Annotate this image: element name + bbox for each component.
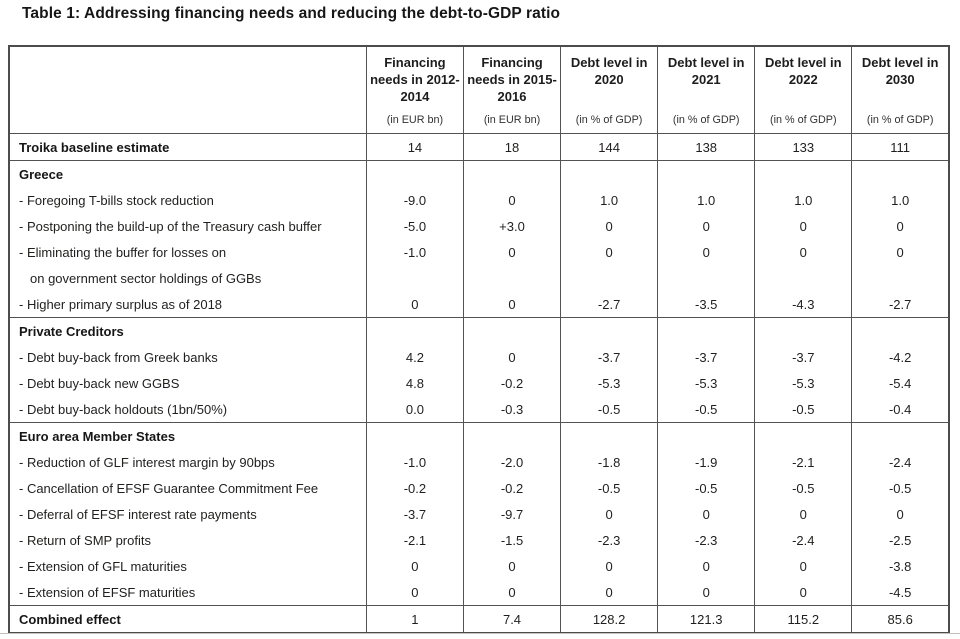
- cell-value: -2.0: [463, 449, 560, 475]
- row-label: - Reduction of GLF interest margin by 90bps: [19, 454, 275, 470]
- cell-value: -5.4: [852, 370, 949, 396]
- cell-value: 144: [561, 134, 658, 161]
- cell-value: [755, 161, 852, 188]
- cell-value: -3.7: [366, 501, 463, 527]
- cell-value: 121.3: [658, 606, 755, 634]
- column-header-label: Financing needs in 2015-2016: [467, 55, 557, 105]
- table-row-item: [9, 187, 949, 213]
- column-header: [366, 46, 463, 134]
- cell-value: 0: [658, 501, 755, 527]
- cell-value: -3.7: [658, 344, 755, 370]
- cell-value: 14: [366, 134, 463, 161]
- cell-value: 0: [561, 553, 658, 579]
- cell-value: -4.3: [755, 291, 852, 318]
- cell-value: +3.0: [463, 213, 560, 239]
- cell-value: 0: [852, 213, 949, 239]
- table-header: [9, 46, 949, 134]
- table-row-continuation: [9, 265, 949, 291]
- column-header-label: Debt level in 2030: [861, 55, 939, 88]
- row-label: - Debt buy-back from Greek banks: [19, 349, 218, 365]
- cell-value: 1.0: [561, 187, 658, 213]
- cell-value: 115.2: [755, 606, 852, 634]
- corner-cell: [9, 46, 366, 134]
- column-header: [852, 46, 949, 134]
- cell-value: -0.2: [366, 475, 463, 501]
- cell-value: 0: [561, 239, 658, 265]
- cell-value: -0.5: [658, 475, 755, 501]
- table-row-section: [9, 161, 949, 188]
- row-label: Troika baseline estimate: [19, 139, 170, 155]
- table-row-item: [9, 213, 949, 239]
- cell-value: -3.7: [755, 344, 852, 370]
- cell-value: -2.7: [852, 291, 949, 318]
- cell-value: -5.3: [658, 370, 755, 396]
- cell-value: 0: [463, 187, 560, 213]
- cell-value: 0: [463, 553, 560, 579]
- cell-value: 0: [755, 501, 852, 527]
- cell-value: -5.3: [755, 370, 852, 396]
- financing-debt-table: [8, 45, 950, 634]
- cell-value: 0: [366, 579, 463, 606]
- cell-value: -1.0: [366, 449, 463, 475]
- column-header-label: Debt level in 2021: [667, 55, 745, 88]
- cell-value: [561, 318, 658, 345]
- cell-value: [561, 161, 658, 188]
- column-header-unit: (in % of GDP): [672, 114, 740, 126]
- cell-value: 0: [755, 213, 852, 239]
- column-header: [463, 46, 560, 134]
- cell-value: -4.5: [852, 579, 949, 606]
- table-row-item: [9, 553, 949, 579]
- cell-value: [366, 161, 463, 188]
- column-header-unit: (in EUR bn): [386, 114, 444, 126]
- row-label: Combined effect: [9, 606, 366, 634]
- cell-value: -3.7: [561, 344, 658, 370]
- cell-value: 4.2: [366, 344, 463, 370]
- column-header: [658, 46, 755, 134]
- cell-value: -2.3: [658, 527, 755, 553]
- row-label: - Deferral of EFSF interest rate payments: [19, 506, 257, 522]
- row-label: Greece: [9, 161, 366, 188]
- cell-value: 0: [658, 239, 755, 265]
- cell-value: [463, 318, 560, 345]
- cell-value: -0.2: [463, 475, 560, 501]
- cell-value: 0: [658, 579, 755, 606]
- cell-value: 0: [463, 239, 560, 265]
- cell-value: -0.2: [463, 370, 560, 396]
- column-header-label: Debt level in 2022: [765, 55, 842, 88]
- cell-value: [366, 318, 463, 345]
- cell-value: 0: [755, 579, 852, 606]
- row-label: - Extension of EFSF maturities: [19, 584, 196, 600]
- table-row-item: [9, 475, 949, 501]
- table-row-item: [9, 449, 949, 475]
- cell-value: [658, 318, 755, 345]
- cell-value: -0.5: [755, 475, 852, 501]
- cell-value: 1.0: [658, 187, 755, 213]
- table-body: [9, 134, 949, 634]
- column-header-unit: (in % of GDP): [575, 114, 643, 126]
- cell-value: 0: [561, 501, 658, 527]
- cell-value: -1.9: [658, 449, 755, 475]
- row-label: - Postponing the build-up of the Treasury cash buffer: [19, 218, 322, 234]
- cell-value: [658, 161, 755, 188]
- cell-value: -0.5: [852, 475, 949, 501]
- cell-value: -3.5: [658, 291, 755, 318]
- cell-value: [755, 265, 852, 291]
- cell-value: -1.0: [366, 239, 463, 265]
- cell-value: [463, 161, 560, 188]
- cell-value: [561, 423, 658, 450]
- cell-value: -0.5: [658, 396, 755, 423]
- cell-value: [658, 265, 755, 291]
- cell-value: 0: [658, 213, 755, 239]
- row-label: Euro area Member States: [9, 423, 366, 450]
- cell-value: 4.8: [366, 370, 463, 396]
- cell-value: -2.5: [852, 527, 949, 553]
- table-title: Table 1: Addressing financing needs and reducing the debt-to-GDP ratio: [22, 5, 561, 22]
- cell-value: [561, 265, 658, 291]
- cell-value: [755, 318, 852, 345]
- row-label: - Return of SMP profits: [19, 532, 151, 548]
- table-row-section: [9, 318, 949, 345]
- cell-value: 0: [366, 291, 463, 318]
- cell-value: 0: [852, 501, 949, 527]
- row-label: - Higher primary surplus as of 2018: [19, 296, 223, 312]
- cell-value: 0: [561, 579, 658, 606]
- cell-value: 0: [366, 553, 463, 579]
- column-header: [755, 46, 852, 134]
- cell-value: -0.5: [561, 396, 658, 423]
- table-row-combined: [9, 606, 949, 634]
- table-row-item: [9, 501, 949, 527]
- scan-artifact-line: [0, 633, 960, 634]
- table-row-item: [9, 370, 949, 396]
- cell-value: 128.2: [561, 606, 658, 634]
- cell-value: -1.8: [561, 449, 658, 475]
- cell-value: 1: [366, 606, 463, 634]
- cell-value: 0: [463, 291, 560, 318]
- table-row-section: [9, 423, 949, 450]
- header-row: [9, 46, 949, 134]
- row-label: - Eliminating the buffer for losses on: [19, 244, 227, 260]
- table-row-item: [9, 396, 949, 423]
- cell-value: 0: [852, 239, 949, 265]
- cell-value: 1.0: [852, 187, 949, 213]
- cell-value: [366, 265, 463, 291]
- cell-value: -2.7: [561, 291, 658, 318]
- row-label: - Foregoing T-bills stock reduction: [19, 192, 214, 208]
- cell-value: -2.1: [755, 449, 852, 475]
- table-row-item: [9, 344, 949, 370]
- cell-value: [852, 318, 949, 345]
- column-header: [561, 46, 658, 134]
- cell-value: [463, 423, 560, 450]
- column-header-label: Financing needs in 2012-2014: [370, 55, 460, 105]
- row-label: Private Creditors: [9, 318, 366, 345]
- cell-value: -0.3: [463, 396, 560, 423]
- cell-value: 0: [561, 213, 658, 239]
- cell-value: [366, 423, 463, 450]
- cell-value: 133: [755, 134, 852, 161]
- cell-value: 0: [658, 553, 755, 579]
- cell-value: [852, 423, 949, 450]
- cell-value: 0: [463, 579, 560, 606]
- cell-value: 0.0: [366, 396, 463, 423]
- cell-value: -0.5: [561, 475, 658, 501]
- cell-value: -0.5: [755, 396, 852, 423]
- column-header-unit: (in EUR bn): [483, 114, 541, 126]
- cell-value: -4.2: [852, 344, 949, 370]
- cell-value: 111: [852, 134, 949, 161]
- row-label: on government sector holdings of GGBs: [30, 270, 262, 286]
- cell-value: [852, 161, 949, 188]
- cell-value: -9.0: [366, 187, 463, 213]
- table-row-item: [9, 579, 949, 606]
- cell-value: -2.3: [561, 527, 658, 553]
- cell-value: 18: [463, 134, 560, 161]
- cell-value: -0.4: [852, 396, 949, 423]
- cell-value: -9.7: [463, 501, 560, 527]
- table-row-item: [9, 239, 949, 265]
- table-row-item: [9, 291, 949, 318]
- cell-value: 138: [658, 134, 755, 161]
- cell-value: [852, 265, 949, 291]
- cell-value: [463, 265, 560, 291]
- cell-value: [658, 423, 755, 450]
- table-row-item: [9, 527, 949, 553]
- cell-value: 0: [755, 553, 852, 579]
- cell-value: -5.3: [561, 370, 658, 396]
- row-label: - Extension of GFL maturities: [19, 558, 187, 574]
- row-label: - Cancellation of EFSF Guarantee Commitment Fee: [19, 480, 319, 496]
- cell-value: 0: [755, 239, 852, 265]
- cell-value: 1.0: [755, 187, 852, 213]
- table-row-total: [9, 134, 949, 161]
- column-header-label: Debt level in 2020: [570, 55, 648, 88]
- cell-value: -2.4: [755, 527, 852, 553]
- cell-value: [755, 423, 852, 450]
- cell-value: -2.4: [852, 449, 949, 475]
- cell-value: -2.1: [366, 527, 463, 553]
- column-header-unit: (in % of GDP): [866, 114, 934, 126]
- cell-value: -3.8: [852, 553, 949, 579]
- cell-value: 0: [463, 344, 560, 370]
- cell-value: -5.0: [366, 213, 463, 239]
- row-label: - Debt buy-back holdouts (1bn/50%): [19, 401, 228, 417]
- column-header-unit: (in % of GDP): [769, 114, 837, 126]
- cell-value: -1.5: [463, 527, 560, 553]
- cell-value: 85.6: [852, 606, 949, 634]
- row-label: - Debt buy-back new GGBS: [19, 375, 180, 391]
- cell-value: 7.4: [463, 606, 560, 634]
